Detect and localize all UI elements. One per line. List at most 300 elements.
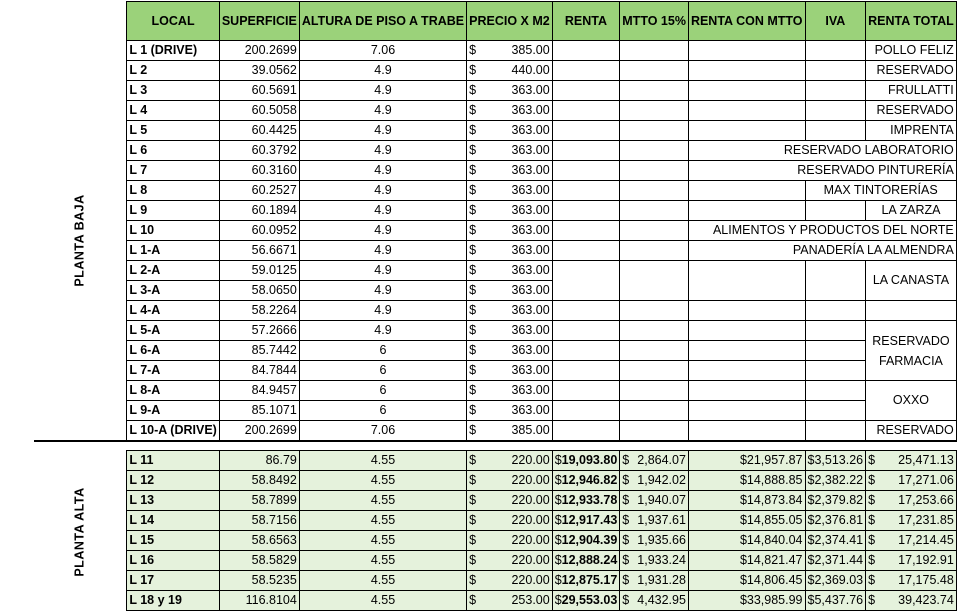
empty-cell <box>620 241 689 261</box>
precio-cell <box>467 221 553 241</box>
column-header: MTTO 15% <box>620 2 689 41</box>
altura-cell: 4.55 <box>299 511 466 531</box>
precio-cell <box>467 301 553 321</box>
currency-symbol: $ <box>469 553 477 567</box>
table-row <box>34 551 956 571</box>
tenant-note: PANADERÍA LA ALMENDRA <box>688 241 956 261</box>
amount: 17,214.45 <box>898 533 954 547</box>
empty-cell <box>552 221 620 241</box>
tenant-note: RESERVADO <box>866 61 957 81</box>
empty-cell <box>552 321 620 341</box>
column-header: ALTURA DE PISO A TRABE <box>299 2 466 41</box>
empty-cell <box>620 201 689 221</box>
currency-symbol: $ <box>469 203 477 217</box>
amount: 220.00 <box>511 553 550 567</box>
empty-cell <box>688 201 805 221</box>
altura-cell: 4.9 <box>299 241 466 261</box>
currency-symbol: $ <box>622 473 630 487</box>
altura-cell: 4.9 <box>299 201 466 221</box>
empty-cell <box>688 341 805 361</box>
table-row <box>34 451 956 471</box>
currency-symbol: $ <box>622 453 630 467</box>
amount: 363.00 <box>511 363 550 377</box>
empty-cell <box>552 381 620 401</box>
separator-line <box>34 441 956 451</box>
iva-cell <box>805 531 866 551</box>
currency-symbol: $ <box>469 83 477 97</box>
currency-symbol: $ <box>469 143 477 157</box>
precio-cell <box>467 531 553 551</box>
precio-cell <box>467 451 553 471</box>
local-cell: L 13 <box>127 491 220 511</box>
amount: 385.00 <box>511 43 550 57</box>
precio-cell <box>467 281 553 301</box>
altura-cell: 4.55 <box>299 571 466 591</box>
currency-symbol: $ <box>622 493 630 507</box>
precio-cell <box>467 61 553 81</box>
empty-cell <box>552 401 620 421</box>
empty-cell <box>620 141 689 161</box>
table-row <box>34 301 956 321</box>
precio-cell <box>467 141 553 161</box>
altura-cell: 7.06 <box>299 41 466 61</box>
precio-cell <box>467 101 553 121</box>
renta-con-mtto-cell: $14,888.85 <box>688 471 805 491</box>
empty-cell <box>552 241 620 261</box>
renta-cell <box>552 571 620 591</box>
column-header: PRECIO X M2 <box>467 2 553 41</box>
local-cell: L 14 <box>127 511 220 531</box>
table-row <box>34 381 956 401</box>
section-text: PLANTA BAJA <box>72 194 87 287</box>
empty-cell <box>688 401 805 421</box>
currency-symbol: $ <box>469 103 477 117</box>
precio-cell <box>467 261 553 281</box>
superficie-cell: 58.2264 <box>219 301 299 321</box>
empty-cell <box>552 81 620 101</box>
section-label-planta-alta <box>34 451 127 611</box>
currency-symbol: $ <box>469 123 477 137</box>
amount: 363.00 <box>511 163 550 177</box>
precio-cell <box>467 321 553 341</box>
amount: 363.00 <box>511 383 550 397</box>
empty-cell <box>688 321 805 341</box>
precio-cell <box>467 511 553 531</box>
amount: 1,931.28 <box>637 573 686 587</box>
local-cell: L 2 <box>127 61 220 81</box>
empty-cell <box>688 181 805 201</box>
precio-cell <box>467 471 553 491</box>
amount: 1,940.07 <box>637 493 686 507</box>
currency-symbol: $ <box>469 163 477 177</box>
currency-symbol: $ <box>868 493 876 507</box>
altura-cell: 4.55 <box>299 531 466 551</box>
currency-symbol: $ <box>469 493 477 507</box>
empty-cell <box>805 401 866 421</box>
local-cell: L 17 <box>127 571 220 591</box>
superficie-cell: 60.1894 <box>219 201 299 221</box>
amount: 25,471.13 <box>898 453 954 467</box>
currency-symbol: $ <box>868 473 876 487</box>
currency-symbol: $ <box>469 573 477 587</box>
iva-cell <box>805 451 866 471</box>
mtto-cell <box>620 551 689 571</box>
tenant-note: FRULLATTI <box>866 81 957 101</box>
currency-symbol: $ <box>469 63 477 77</box>
currency-symbol: $ <box>807 493 815 507</box>
precio-cell <box>467 361 553 381</box>
table-row <box>34 81 956 101</box>
precio-cell <box>467 81 553 101</box>
renta-con-mtto-cell: $14,873.84 <box>688 491 805 511</box>
mtto-cell <box>620 451 689 471</box>
altura-cell: 4.9 <box>299 261 466 281</box>
amount: 12,917.43 <box>561 513 618 527</box>
currency-symbol: $ <box>469 423 477 437</box>
superficie-cell: 39.0562 <box>219 61 299 81</box>
table-row <box>34 261 956 281</box>
tenant-note: RESERVADO LABORATORIO <box>688 141 956 161</box>
renta-con-mtto-cell: $14,806.45 <box>688 571 805 591</box>
altura-cell: 4.9 <box>299 141 466 161</box>
tenant-note: LA CANASTA <box>866 261 957 301</box>
local-cell: L 3 <box>127 81 220 101</box>
iva-cell <box>805 591 866 611</box>
currency-symbol: $ <box>622 553 630 567</box>
tenant-note-group <box>866 321 957 381</box>
superficie-cell: 84.9457 <box>219 381 299 401</box>
table-row <box>34 341 956 361</box>
table-row <box>34 201 956 221</box>
column-header: LOCAL <box>127 2 220 41</box>
currency-symbol: $ <box>469 323 477 337</box>
empty-cell <box>552 301 620 321</box>
empty-cell <box>688 381 805 401</box>
section-text: PLANTA ALTA <box>72 487 87 577</box>
currency-symbol: $ <box>868 553 876 567</box>
empty-cell <box>805 301 866 321</box>
altura-cell: 4.9 <box>299 281 466 301</box>
amount: 12,904.39 <box>561 533 618 547</box>
currency-symbol: $ <box>554 533 562 547</box>
renta-total-cell <box>866 511 957 531</box>
currency-symbol: $ <box>469 383 477 397</box>
table-row <box>34 491 956 511</box>
column-header: RENTA CON MTTO <box>688 2 805 41</box>
renta-con-mtto-cell: $33,985.99 <box>688 591 805 611</box>
currency-symbol: $ <box>554 513 562 527</box>
altura-cell: 7.06 <box>299 421 466 442</box>
tenant-note: IMPRENTA <box>866 121 957 141</box>
empty-cell <box>688 41 805 61</box>
tenant-note: ALIMENTOS Y PRODUCTOS DEL NORTE <box>688 221 956 241</box>
empty-cell <box>805 261 866 301</box>
amount: 17,175.48 <box>898 573 954 587</box>
amount: 2,369.03 <box>814 573 864 587</box>
empty-cell <box>552 201 620 221</box>
amount: 220.00 <box>511 493 550 507</box>
superficie-cell: 200.2699 <box>219 41 299 61</box>
empty-cell <box>688 121 805 141</box>
local-cell: L 7-A <box>127 361 220 381</box>
amount: 2,382.22 <box>814 473 864 487</box>
iva-cell <box>805 551 866 571</box>
renta-con-mtto-cell: $14,855.05 <box>688 511 805 531</box>
currency-symbol: $ <box>469 453 477 467</box>
currency-symbol: $ <box>807 553 815 567</box>
altura-cell: 4.9 <box>299 321 466 341</box>
superficie-cell: 58.6563 <box>219 531 299 551</box>
currency-symbol: $ <box>469 43 477 57</box>
superficie-cell: 56.6671 <box>219 241 299 261</box>
local-cell: L 5-A <box>127 321 220 341</box>
currency-symbol: $ <box>807 453 815 467</box>
empty-cell <box>866 301 957 321</box>
amount: 363.00 <box>511 303 550 317</box>
currency-symbol: $ <box>622 593 630 607</box>
precio-cell <box>467 201 553 221</box>
altura-cell: 4.55 <box>299 491 466 511</box>
empty-cell <box>620 81 689 101</box>
renta-cell <box>552 511 620 531</box>
local-cell: L 8 <box>127 181 220 201</box>
altura-cell: 4.9 <box>299 301 466 321</box>
amount: 2,374.41 <box>814 533 864 547</box>
superficie-cell: 60.0952 <box>219 221 299 241</box>
renta-total-cell <box>866 491 957 511</box>
mtto-cell <box>620 531 689 551</box>
currency-symbol: $ <box>469 533 477 547</box>
tenant-note: MAX TINTORERÍAS <box>805 181 956 201</box>
amount: 1,933.24 <box>637 553 686 567</box>
altura-cell: 4.9 <box>299 161 466 181</box>
renta-cell <box>552 471 620 491</box>
amount: 220.00 <box>511 573 550 587</box>
empty-cell <box>552 421 620 442</box>
tenant-note: LA ZARZA <box>866 201 957 221</box>
empty-cell <box>688 361 805 381</box>
empty-cell <box>688 261 805 301</box>
column-header: RENTA <box>552 2 620 41</box>
precio-cell <box>467 491 553 511</box>
currency-symbol: $ <box>469 303 477 317</box>
empty-cell <box>552 101 620 121</box>
altura-cell: 4.55 <box>299 591 466 611</box>
currency-symbol: $ <box>807 473 815 487</box>
amount: 363.00 <box>511 203 550 217</box>
empty-cell <box>688 61 805 81</box>
superficie-cell: 58.8492 <box>219 471 299 491</box>
empty-cell <box>805 41 866 61</box>
empty-cell <box>620 121 689 141</box>
currency-symbol: $ <box>469 283 477 297</box>
column-header: SUPERFICIE <box>219 2 299 41</box>
altura-cell: 6 <box>299 381 466 401</box>
currency-symbol: $ <box>469 263 477 277</box>
table-row <box>34 471 956 491</box>
amount: 363.00 <box>511 343 550 357</box>
empty-cell <box>620 301 689 321</box>
currency-symbol: $ <box>469 223 477 237</box>
table-row <box>34 41 956 61</box>
amount: 1,937.61 <box>637 513 686 527</box>
amount: 363.00 <box>511 403 550 417</box>
amount: 4,432.95 <box>637 593 686 607</box>
empty-cell <box>620 381 689 401</box>
local-cell: L 6-A <box>127 341 220 361</box>
empty-cell <box>620 101 689 121</box>
altura-cell: 4.9 <box>299 221 466 241</box>
currency-symbol: $ <box>469 183 477 197</box>
renta-total-cell <box>866 531 957 551</box>
precio-cell <box>467 181 553 201</box>
table-row <box>34 401 956 421</box>
renta-cell <box>552 451 620 471</box>
mtto-cell <box>620 471 689 491</box>
empty-cell <box>805 81 866 101</box>
amount: 12,875.17 <box>561 573 618 587</box>
empty-cell <box>552 141 620 161</box>
precio-cell <box>467 591 553 611</box>
amount: 2,864.07 <box>637 453 686 467</box>
local-cell: L 9 <box>127 201 220 221</box>
currency-symbol: $ <box>469 473 477 487</box>
altura-cell: 4.55 <box>299 471 466 491</box>
table-row <box>34 321 956 341</box>
superficie-cell: 116.8104 <box>219 591 299 611</box>
amount: 363.00 <box>511 83 550 97</box>
superficie-cell: 58.0650 <box>219 281 299 301</box>
superficie-cell: 60.2527 <box>219 181 299 201</box>
iva-cell <box>805 491 866 511</box>
precio-cell <box>467 381 553 401</box>
empty-cell <box>552 121 620 141</box>
amount: 2,376.81 <box>814 513 864 527</box>
local-cell: L 1 (DRIVE) <box>127 41 220 61</box>
table-row <box>34 121 956 141</box>
currency-symbol: $ <box>554 473 562 487</box>
precio-cell <box>467 41 553 61</box>
tenant-note: FARMACIA <box>879 353 943 368</box>
altura-cell: 4.9 <box>299 101 466 121</box>
altura-cell: 4.9 <box>299 181 466 201</box>
table-row <box>34 141 956 161</box>
empty-cell <box>620 161 689 181</box>
currency-symbol: $ <box>622 573 630 587</box>
currency-symbol: $ <box>554 453 562 467</box>
superficie-cell: 60.4425 <box>219 121 299 141</box>
currency-symbol: $ <box>807 573 815 587</box>
amount: 363.00 <box>511 183 550 197</box>
empty-cell <box>620 321 689 341</box>
local-cell: L 10 <box>127 221 220 241</box>
local-cell: L 10-A (DRIVE) <box>127 421 220 442</box>
local-cell: L 15 <box>127 531 220 551</box>
currency-symbol: $ <box>469 363 477 377</box>
currency-symbol: $ <box>554 593 562 607</box>
currency-symbol: $ <box>469 513 477 527</box>
altura-cell: 4.55 <box>299 451 466 471</box>
table-row <box>34 531 956 551</box>
currency-symbol: $ <box>807 513 815 527</box>
currency-symbol: $ <box>554 553 562 567</box>
renta-total-cell <box>866 591 957 611</box>
tenant-note: OXXO <box>866 381 957 421</box>
local-cell: L 12 <box>127 471 220 491</box>
iva-cell <box>805 471 866 491</box>
empty-cell <box>805 321 866 341</box>
rent-table-container <box>34 1 957 611</box>
currency-symbol: $ <box>868 593 876 607</box>
rent-table <box>34 1 957 611</box>
header-row <box>34 2 956 41</box>
amount: 363.00 <box>511 143 550 157</box>
section-label-planta-baja <box>34 41 127 442</box>
amount: 363.00 <box>511 243 550 257</box>
renta-total-cell <box>866 551 957 571</box>
table-row <box>34 571 956 591</box>
empty-cell <box>552 61 620 81</box>
amount: 363.00 <box>511 223 550 237</box>
empty-cell <box>620 261 689 301</box>
local-cell: L 7 <box>127 161 220 181</box>
superficie-cell: 58.5829 <box>219 551 299 571</box>
section-separator <box>34 441 956 451</box>
amount: 440.00 <box>511 63 550 77</box>
altura-cell: 4.9 <box>299 81 466 101</box>
amount: 12,946.82 <box>561 473 618 487</box>
renta-total-cell <box>866 471 957 491</box>
superficie-cell: 86.79 <box>219 451 299 471</box>
amount: 12,888.24 <box>561 553 618 567</box>
currency-symbol: $ <box>807 533 815 547</box>
altura-cell: 4.9 <box>299 61 466 81</box>
superficie-cell: 60.3792 <box>219 141 299 161</box>
local-cell: L 5 <box>127 121 220 141</box>
precio-cell <box>467 551 553 571</box>
amount: 220.00 <box>511 533 550 547</box>
precio-cell <box>467 341 553 361</box>
local-cell: L 1-A <box>127 241 220 261</box>
table-row <box>34 61 956 81</box>
precio-cell <box>467 241 553 261</box>
amount: 2,379.82 <box>814 493 864 507</box>
empty-cell <box>552 41 620 61</box>
altura-cell: 6 <box>299 361 466 381</box>
altura-cell: 4.9 <box>299 121 466 141</box>
renta-cell <box>552 591 620 611</box>
empty-cell <box>552 161 620 181</box>
currency-symbol: $ <box>469 593 477 607</box>
currency-symbol: $ <box>469 243 477 257</box>
table-row <box>34 161 956 181</box>
amount: 1,935.66 <box>637 533 686 547</box>
altura-cell: 6 <box>299 401 466 421</box>
local-cell: L 9-A <box>127 401 220 421</box>
tenant-note: RESERVADO <box>866 421 957 442</box>
table-row <box>34 221 956 241</box>
renta-total-cell <box>866 451 957 471</box>
currency-symbol: $ <box>868 533 876 547</box>
empty-cell <box>805 361 866 381</box>
superficie-cell: 58.5235 <box>219 571 299 591</box>
empty-cell <box>688 301 805 321</box>
amount: 2,371.44 <box>814 553 864 567</box>
superficie-cell: 58.7899 <box>219 491 299 511</box>
empty-cell <box>620 41 689 61</box>
amount: 220.00 <box>511 453 550 467</box>
superficie-cell: 200.2699 <box>219 421 299 442</box>
